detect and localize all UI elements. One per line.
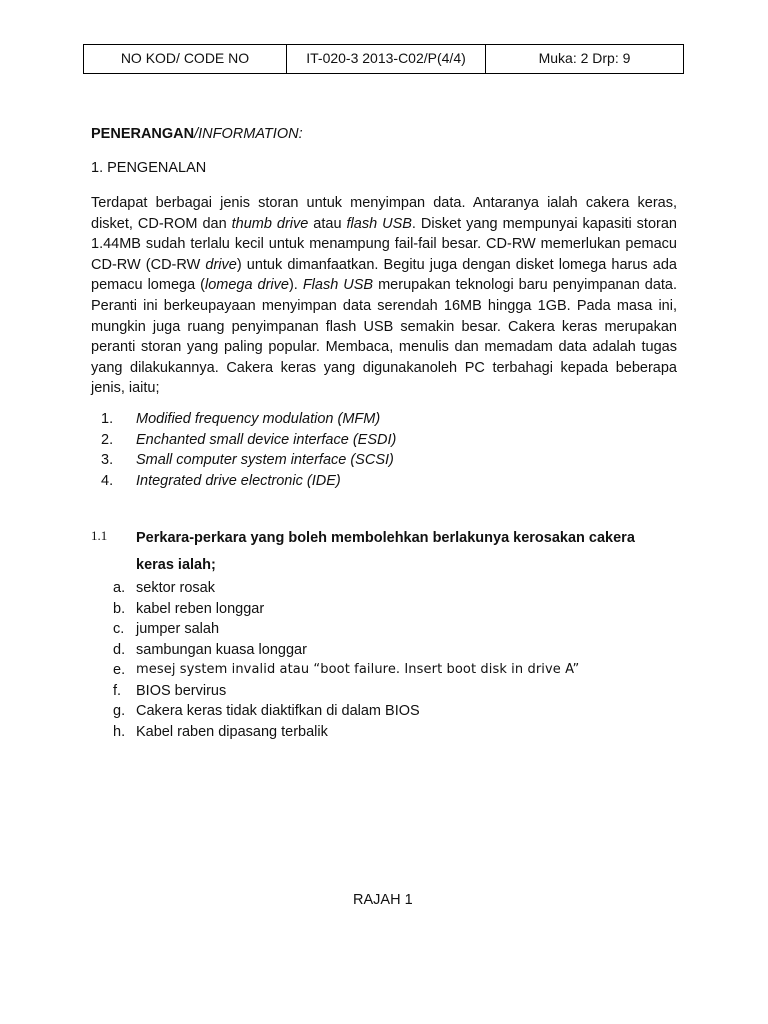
list-marker: g. (113, 703, 126, 719)
title-italic: /INFORMATION: (194, 126, 303, 142)
para-italic-5: Flash USB (302, 277, 374, 294)
code-value-cell: IT-020-3 2013-C02/P(4/4) (287, 45, 486, 73)
section-1-1-heading: Perkara-perkara yang boleh membolehkan berlakunya kerosakan cakera keras ialah; (136, 530, 635, 573)
list-item-text: Kabel raben dipasang terbalik (136, 723, 328, 740)
list-item-text: mesej system invalid atau “boot failure. Insert boot disk in drive A” (136, 662, 580, 677)
para-italic-1: thumb drive (231, 215, 309, 232)
list-marker: d. (113, 641, 126, 658)
list-item (91, 473, 396, 494)
list-item-text: sambungan kuasa longgar (136, 641, 307, 658)
list-item-text: Cakera keras tidak diaktifkan di dalam BIOS (136, 703, 420, 719)
section-heading-pengenalan: 1. PENGENALAN (91, 160, 207, 176)
list-item (91, 580, 579, 601)
code-label-cell: NO KOD/ CODE NO (84, 45, 287, 73)
list-item (91, 621, 579, 642)
list-item-text: Modified frequency modulation (MFM) (136, 411, 381, 427)
list-item (91, 432, 396, 453)
list-item-text: sektor rosak (136, 580, 215, 596)
list-item-text: kabel reben longgar (136, 600, 265, 617)
list-marker: h. (113, 723, 126, 740)
list-marker: b. (113, 600, 126, 617)
hard-disk-types-list (91, 411, 396, 493)
list-marker: e. (113, 662, 126, 678)
page-title (91, 126, 303, 142)
section-number: 1.1 (91, 528, 108, 543)
fault-causes-list (91, 580, 579, 744)
list-item (91, 703, 579, 724)
list-item (91, 601, 579, 622)
list-item-text: Small computer system interface (SCSI) (136, 452, 394, 468)
list-item-text: BIOS bervirus (136, 682, 227, 699)
para-text-4: ) untuk dimanfaatkan. Begitu juga dengan disket lomega harus ada pemacu lomega ( (91, 256, 677, 294)
list-marker: 2. (101, 431, 114, 448)
para-italic-2: flash USB (346, 215, 412, 232)
list-item (91, 662, 579, 683)
list-marker: f. (113, 682, 122, 699)
para-text-1: Terdapat berbagai jenis storan untuk menyimpan data. Antaranya ialah cakera keras, disket, CD-ROM dan (91, 195, 677, 232)
document-header-table (83, 44, 684, 74)
list-item (91, 411, 396, 432)
para-italic-4: lomega drive (204, 277, 289, 294)
list-item (91, 642, 579, 663)
figure-caption: RAJAH 1 (353, 892, 413, 908)
para-italic-3: drive (205, 256, 237, 273)
list-marker: 1. (101, 411, 114, 427)
list-item (91, 452, 396, 473)
list-item-text: Integrated drive electronic (IDE) (136, 472, 341, 489)
list-item-text: jumper salah (136, 621, 220, 637)
page-info-cell: Muka: 2 Drp: 9 (538, 50, 631, 66)
list-marker: 3. (101, 452, 114, 468)
list-marker: c. (113, 621, 125, 637)
para-text-2: atau (308, 215, 347, 232)
title-bold: PENERANGAN (91, 126, 195, 142)
list-item (91, 683, 579, 704)
list-item-text: Enchanted small device interface (ESDI) (136, 431, 397, 448)
list-marker: a. (113, 580, 126, 596)
list-marker: 4. (101, 472, 114, 489)
para-text-5: ). (288, 277, 303, 294)
para-text-6: merupakan teknologi baru penyimpanan data. Peranti ini berkeupayaan menyimpan data serendah 16MB hingga 1GB. Pada masa ini, mungkin juga ruang penyimpanan flash USB semakin besar. Cakera keras merupakan peranti storan yang paling popular. Membaca, menulis dan memadam data adalah tugas yang dilakukannya. Cakera keras yang digunakanoleh PC terbahagi kepada beberapa jenis, iaitu; (91, 277, 677, 397)
list-item (91, 724, 579, 745)
intro-paragraph (91, 193, 677, 399)
para-text-3: . Disket yang mempunyai kapasiti storan 1.44MB sudah terlalu kecil untuk menampung fail-fail besar. CD-RW memerlukan pemacu CD-RW (CD-RW (91, 215, 677, 273)
